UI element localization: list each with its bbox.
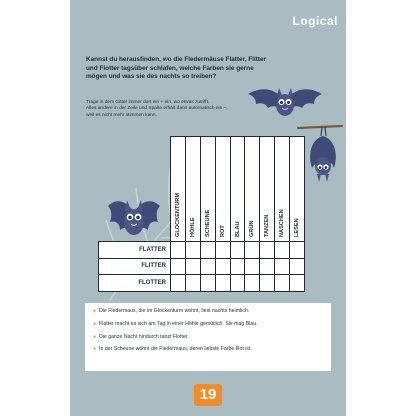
instruction-line: Trage in dem Gitter immer dort ein + ein, wo etwas zutrifft.	[86, 100, 210, 105]
clues-box	[85, 303, 331, 371]
bat-flying-illustration	[246, 80, 324, 124]
row-header: FLITTER	[99, 258, 171, 275]
grid-cell[interactable]	[290, 275, 305, 292]
grid-cell[interactable]	[275, 258, 290, 275]
grid-cell[interactable]	[200, 275, 215, 292]
brand-logo: Logical	[292, 14, 338, 28]
grid-cell[interactable]	[245, 242, 260, 259]
instruction-line: Alles andere in der Zeile und Spalte erhält dann automatisch ein –,	[86, 106, 228, 112]
column-header: TANZEN	[260, 137, 275, 242]
grid-cell[interactable]	[260, 242, 275, 259]
column-header: GRÜN	[245, 137, 260, 242]
grid-cell[interactable]	[171, 242, 186, 259]
grid-cell[interactable]	[230, 242, 245, 259]
grid-cell[interactable]	[185, 258, 200, 275]
grid-cell[interactable]	[215, 258, 230, 275]
logic-grid	[98, 136, 305, 292]
grid-cell[interactable]	[200, 258, 215, 275]
column-header: LESEN	[290, 137, 305, 242]
grid-cell[interactable]	[171, 258, 186, 275]
instruction-line: weil es nicht mehr stimmen kann.	[86, 112, 157, 118]
column-header: GLOCKENTURM	[171, 137, 186, 242]
grid-row	[99, 242, 305, 259]
grid-cell[interactable]	[215, 275, 230, 292]
grid-cell[interactable]	[290, 258, 305, 275]
page-number: 19	[194, 384, 222, 406]
grid-cell[interactable]	[230, 275, 245, 292]
grid-cell[interactable]	[200, 242, 215, 259]
grid-cell[interactable]	[171, 275, 186, 292]
column-header: SCHEUNE	[200, 137, 215, 242]
grid-cell[interactable]	[185, 242, 200, 259]
grid-row	[99, 275, 305, 292]
clue-item: ● Flatter macht es sich am Tag in einer Höhle gemütlich. Sie mag Blau.	[93, 322, 331, 328]
row-header: FLOTTER	[99, 275, 171, 292]
clue-item: ● In der Scheune wohnt die Fledermaus, deren liebste Farbe Rot ist.	[93, 347, 331, 353]
grid-corner	[99, 137, 171, 242]
column-header: ROT	[215, 137, 230, 242]
grid-cell[interactable]	[260, 275, 275, 292]
grid-cell[interactable]	[260, 258, 275, 275]
grid-cell[interactable]	[215, 242, 230, 259]
clue-item: ● Die Fledermaus, die im Glockenturm wohnt, liest nachts heimlich.	[93, 309, 331, 315]
column-header: BLAU	[230, 137, 245, 242]
grid-row	[99, 258, 305, 275]
grid-cell[interactable]	[275, 275, 290, 292]
grid-cell[interactable]	[290, 242, 305, 259]
column-header: HÖHLE	[185, 137, 200, 242]
row-header: FLATTER	[99, 242, 171, 259]
intro-question: Kannst du herausfinden, wo die Fledermäuse Flatter, Flitter und Flotter tagsüber schlafen, welche Farben sie gerne mögen und was sie des nachts so treiben?	[86, 56, 267, 81]
grid-cell[interactable]	[230, 258, 245, 275]
grid-cell[interactable]	[245, 258, 260, 275]
clue-item: ● Die ganze Nacht hindurch tanzt Flotter.	[93, 335, 331, 341]
instructions	[86, 100, 251, 119]
grid-cell[interactable]	[185, 275, 200, 292]
grid-cell[interactable]	[275, 242, 290, 259]
grid-cell[interactable]	[245, 275, 260, 292]
column-header: NASCHEN	[275, 137, 290, 242]
puzzle-page	[70, 0, 346, 416]
